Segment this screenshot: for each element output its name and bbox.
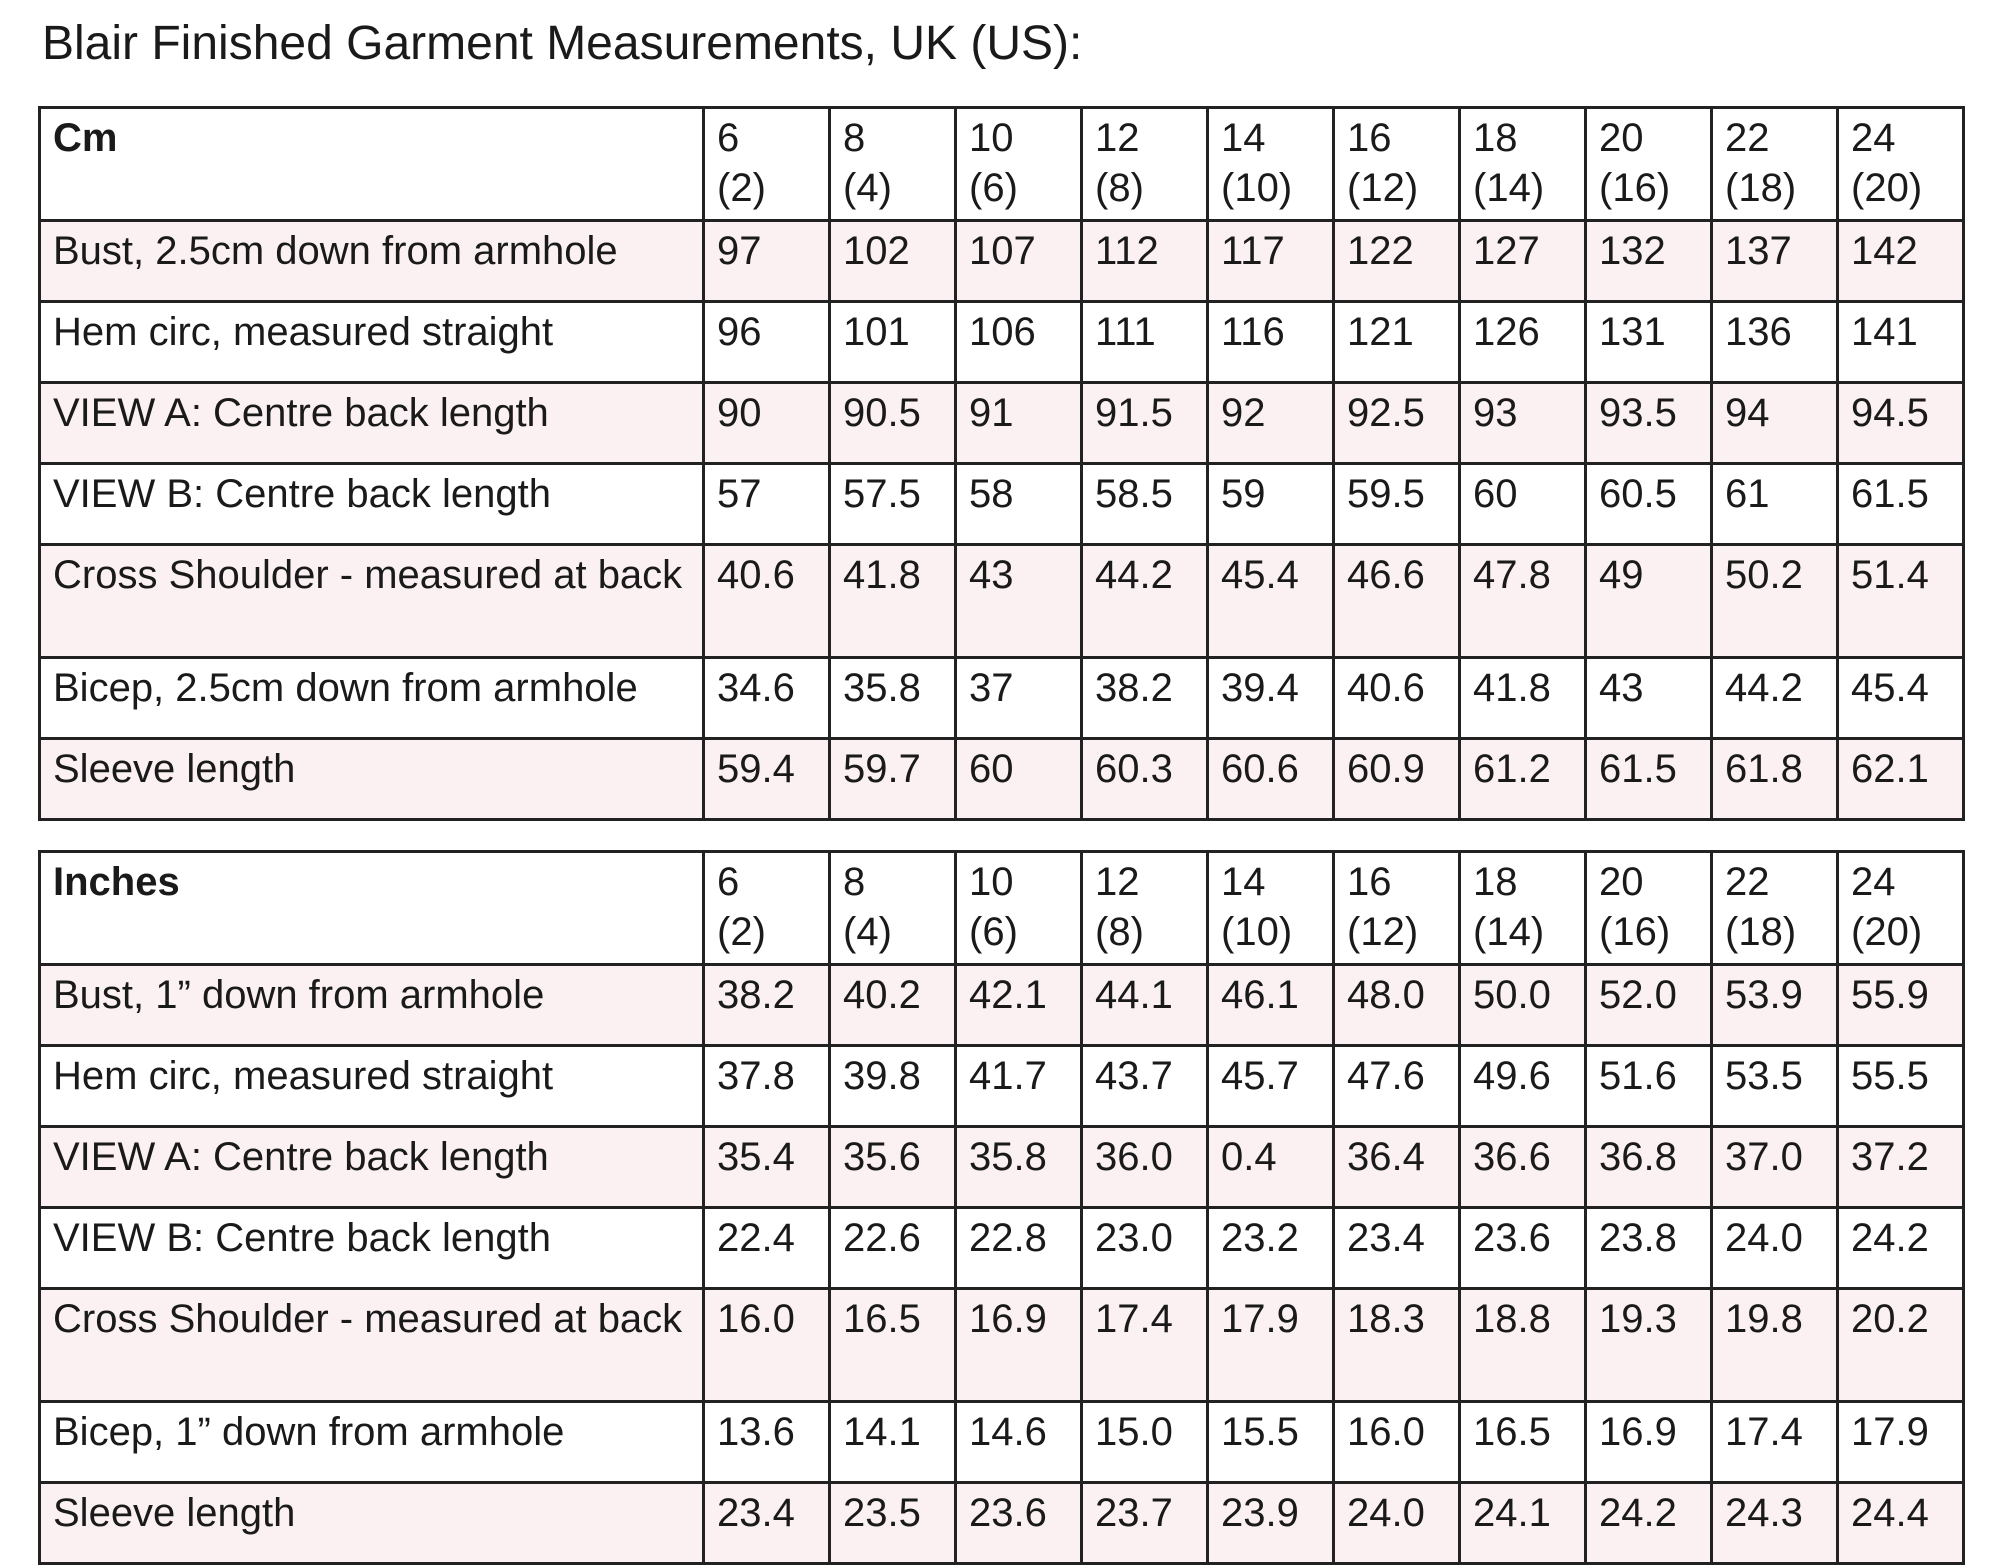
size-header-cell xyxy=(1082,852,1208,965)
table-row xyxy=(40,658,1964,739)
measurement-label: Cross Shoulder - measured at back xyxy=(40,545,704,658)
measurement-value: 60.9 xyxy=(1334,739,1460,820)
measurement-value: 111 xyxy=(1082,302,1208,383)
measurement-value: 94.5 xyxy=(1838,383,1964,464)
measurement-value: 44.1 xyxy=(1082,965,1208,1046)
measurement-value: 36.6 xyxy=(1460,1127,1586,1208)
us-size: (4) xyxy=(843,910,892,954)
measurement-value: 22.8 xyxy=(956,1208,1082,1289)
table-row xyxy=(40,1208,1964,1289)
measurement-value: 17.4 xyxy=(1082,1289,1208,1402)
us-size: (8) xyxy=(1095,166,1144,210)
uk-size: 22 xyxy=(1725,860,1770,904)
measurement-value: 55.5 xyxy=(1838,1046,1964,1127)
measurement-value: 23.7 xyxy=(1082,1483,1208,1564)
measurement-value: 23.9 xyxy=(1208,1483,1334,1564)
measurement-value: 142 xyxy=(1838,221,1964,302)
measurement-value: 42.1 xyxy=(956,965,1082,1046)
measurement-value: 46.6 xyxy=(1334,545,1460,658)
us-size: (16) xyxy=(1599,166,1671,210)
table-row xyxy=(40,464,1964,545)
measurement-value: 34.6 xyxy=(704,658,830,739)
header-row xyxy=(40,852,1964,965)
measurement-value: 23.4 xyxy=(704,1483,830,1564)
measurement-value: 15.0 xyxy=(1082,1402,1208,1483)
measurement-value: 61 xyxy=(1712,464,1838,545)
size-header-cell xyxy=(1838,852,1964,965)
measurement-value: 16.0 xyxy=(1334,1402,1460,1483)
uk-size: 8 xyxy=(843,116,866,160)
size-header-cell xyxy=(956,108,1082,221)
measurement-value: 39.4 xyxy=(1208,658,1334,739)
measurement-value: 41.8 xyxy=(830,545,956,658)
us-size: (12) xyxy=(1347,166,1419,210)
measurement-value: 91.5 xyxy=(1082,383,1208,464)
measurement-value: 41.7 xyxy=(956,1046,1082,1127)
us-size: (4) xyxy=(843,166,892,210)
us-size: (12) xyxy=(1347,910,1419,954)
measurement-value: 122 xyxy=(1334,221,1460,302)
unit-label: Cm xyxy=(40,108,704,221)
uk-size: 18 xyxy=(1473,116,1518,160)
table-row xyxy=(40,383,1964,464)
measurement-value: 126 xyxy=(1460,302,1586,383)
table-row xyxy=(40,302,1964,383)
size-header-cell xyxy=(830,852,956,965)
measurement-label: Bust, 2.5cm down from armhole xyxy=(40,221,704,302)
measurement-value: 24.3 xyxy=(1712,1483,1838,1564)
table-row xyxy=(40,1127,1964,1208)
us-size: (18) xyxy=(1725,910,1797,954)
measurement-value: 136 xyxy=(1712,302,1838,383)
us-size: (2) xyxy=(717,166,766,210)
measurement-value: 48.0 xyxy=(1334,965,1460,1046)
measurement-value: 127 xyxy=(1460,221,1586,302)
size-header-cell xyxy=(704,852,830,965)
measurement-value: 107 xyxy=(956,221,1082,302)
measurement-value: 17.9 xyxy=(1838,1402,1964,1483)
uk-size: 18 xyxy=(1473,860,1518,904)
size-header-cell xyxy=(1334,852,1460,965)
uk-size: 24 xyxy=(1851,116,1896,160)
measurement-value: 58 xyxy=(956,464,1082,545)
size-header-cell xyxy=(1460,108,1586,221)
measurement-value: 37.2 xyxy=(1838,1127,1964,1208)
size-header-cell xyxy=(1838,108,1964,221)
measurement-value: 43 xyxy=(956,545,1082,658)
measurement-value: 62.1 xyxy=(1838,739,1964,820)
measurement-value: 90 xyxy=(704,383,830,464)
measurement-value: 39.8 xyxy=(830,1046,956,1127)
uk-size: 20 xyxy=(1599,116,1644,160)
measurement-value: 35.4 xyxy=(704,1127,830,1208)
uk-size: 10 xyxy=(969,860,1014,904)
measurement-value: 90.5 xyxy=(830,383,956,464)
measurement-value: 37.0 xyxy=(1712,1127,1838,1208)
size-header-cell xyxy=(1586,108,1712,221)
measurement-value: 35.8 xyxy=(956,1127,1082,1208)
measurement-value: 13.6 xyxy=(704,1402,830,1483)
measurement-value: 16.9 xyxy=(956,1289,1082,1402)
measurement-value: 92 xyxy=(1208,383,1334,464)
measurement-value: 18.3 xyxy=(1334,1289,1460,1402)
table-row xyxy=(40,545,1964,658)
measurement-value: 45.4 xyxy=(1838,658,1964,739)
measurement-value: 43.7 xyxy=(1082,1046,1208,1127)
measurement-value: 38.2 xyxy=(1082,658,1208,739)
measurement-value: 59.4 xyxy=(704,739,830,820)
table-row xyxy=(40,1402,1964,1483)
measurement-value: 96 xyxy=(704,302,830,383)
measurement-value: 36.8 xyxy=(1586,1127,1712,1208)
uk-size: 12 xyxy=(1095,116,1140,160)
measurement-value: 16.9 xyxy=(1586,1402,1712,1483)
measurement-value: 57 xyxy=(704,464,830,545)
measurement-value: 59.5 xyxy=(1334,464,1460,545)
measurement-value: 22.4 xyxy=(704,1208,830,1289)
us-size: (8) xyxy=(1095,910,1144,954)
measurement-value: 60 xyxy=(956,739,1082,820)
measurement-label: Bust, 1” down from armhole xyxy=(40,965,704,1046)
measurement-value: 132 xyxy=(1586,221,1712,302)
table-row xyxy=(40,1289,1964,1402)
measurement-value: 19.3 xyxy=(1586,1289,1712,1402)
measurement-value: 41.8 xyxy=(1460,658,1586,739)
unit-label: Inches xyxy=(40,852,704,965)
measurement-value: 16.5 xyxy=(1460,1402,1586,1483)
measurement-value: 17.4 xyxy=(1712,1402,1838,1483)
measurement-value: 52.0 xyxy=(1586,965,1712,1046)
measurement-value: 92.5 xyxy=(1334,383,1460,464)
measurement-value: 58.5 xyxy=(1082,464,1208,545)
measurement-value: 40.6 xyxy=(704,545,830,658)
uk-size: 6 xyxy=(717,116,740,160)
table-row xyxy=(40,965,1964,1046)
measurement-label: VIEW A: Centre back length xyxy=(40,1127,704,1208)
measurement-value: 0.4 xyxy=(1208,1127,1334,1208)
size-header-cell xyxy=(830,108,956,221)
us-size: (6) xyxy=(969,910,1018,954)
measurement-label: VIEW B: Centre back length xyxy=(40,464,704,545)
measurement-label: Bicep, 2.5cm down from armhole xyxy=(40,658,704,739)
measurement-value: 106 xyxy=(956,302,1082,383)
measurement-label: Cross Shoulder - measured at back xyxy=(40,1289,704,1402)
measurement-value: 19.8 xyxy=(1712,1289,1838,1402)
measurement-value: 24.0 xyxy=(1712,1208,1838,1289)
measurement-value: 61.2 xyxy=(1460,739,1586,820)
measurement-value: 59.7 xyxy=(830,739,956,820)
measurement-value: 57.5 xyxy=(830,464,956,545)
measurement-label: VIEW A: Centre back length xyxy=(40,383,704,464)
measurement-value: 93.5 xyxy=(1586,383,1712,464)
measurement-value: 45.4 xyxy=(1208,545,1334,658)
measurement-value: 44.2 xyxy=(1082,545,1208,658)
measurement-value: 91 xyxy=(956,383,1082,464)
measurement-value: 60 xyxy=(1460,464,1586,545)
uk-size: 16 xyxy=(1347,860,1392,904)
measurement-value: 50.2 xyxy=(1712,545,1838,658)
measurement-value: 121 xyxy=(1334,302,1460,383)
uk-size: 10 xyxy=(969,116,1014,160)
measurement-value: 49 xyxy=(1586,545,1712,658)
measurement-value: 137 xyxy=(1712,221,1838,302)
size-header-cell xyxy=(1082,108,1208,221)
uk-size: 22 xyxy=(1725,116,1770,160)
measurement-value: 47.6 xyxy=(1334,1046,1460,1127)
measurement-value: 35.8 xyxy=(830,658,956,739)
cm-measurements-table xyxy=(38,106,1965,821)
uk-size: 12 xyxy=(1095,860,1140,904)
measurement-label: Hem circ, measured straight xyxy=(40,302,704,383)
measurement-value: 14.6 xyxy=(956,1402,1082,1483)
measurement-value: 24.4 xyxy=(1838,1483,1964,1564)
measurement-value: 141 xyxy=(1838,302,1964,383)
us-size: (14) xyxy=(1473,910,1545,954)
measurement-value: 97 xyxy=(704,221,830,302)
size-header-cell xyxy=(1334,108,1460,221)
size-header-cell xyxy=(1712,852,1838,965)
inches-measurements-table xyxy=(38,850,1965,1565)
table-row xyxy=(40,1046,1964,1127)
uk-size: 24 xyxy=(1851,860,1896,904)
measurement-label: Bicep, 1” down from armhole xyxy=(40,1402,704,1483)
us-size: (6) xyxy=(969,166,1018,210)
measurement-value: 23.4 xyxy=(1334,1208,1460,1289)
size-header-cell xyxy=(1208,852,1334,965)
measurement-value: 24.1 xyxy=(1460,1483,1586,1564)
measurement-value: 15.5 xyxy=(1208,1402,1334,1483)
measurement-value: 17.9 xyxy=(1208,1289,1334,1402)
measurement-value: 20.2 xyxy=(1838,1289,1964,1402)
measurement-value: 61.8 xyxy=(1712,739,1838,820)
measurement-label: VIEW B: Centre back length xyxy=(40,1208,704,1289)
measurement-value: 40.6 xyxy=(1334,658,1460,739)
measurement-value: 46.1 xyxy=(1208,965,1334,1046)
uk-size: 14 xyxy=(1221,860,1266,904)
measurement-value: 59 xyxy=(1208,464,1334,545)
us-size: (20) xyxy=(1851,910,1923,954)
measurement-value: 16.0 xyxy=(704,1289,830,1402)
us-size: (20) xyxy=(1851,166,1923,210)
us-size: (18) xyxy=(1725,166,1797,210)
us-size: (14) xyxy=(1473,166,1545,210)
measurement-value: 35.6 xyxy=(830,1127,956,1208)
measurement-value: 116 xyxy=(1208,302,1334,383)
measurement-value: 16.5 xyxy=(830,1289,956,1402)
us-size: (10) xyxy=(1221,910,1293,954)
measurement-value: 44.2 xyxy=(1712,658,1838,739)
measurement-value: 24.2 xyxy=(1838,1208,1964,1289)
measurement-value: 36.4 xyxy=(1334,1127,1460,1208)
measurement-value: 23.6 xyxy=(956,1483,1082,1564)
measurement-value: 49.6 xyxy=(1460,1046,1586,1127)
measurement-value: 61.5 xyxy=(1838,464,1964,545)
measurement-value: 51.4 xyxy=(1838,545,1964,658)
measurement-value: 14.1 xyxy=(830,1402,956,1483)
measurement-value: 37.8 xyxy=(704,1046,830,1127)
measurement-value: 23.8 xyxy=(1586,1208,1712,1289)
measurement-value: 18.8 xyxy=(1460,1289,1586,1402)
uk-size: 20 xyxy=(1599,860,1644,904)
measurement-value: 23.2 xyxy=(1208,1208,1334,1289)
measurement-value: 55.9 xyxy=(1838,965,1964,1046)
measurement-value: 117 xyxy=(1208,221,1334,302)
size-header-cell xyxy=(1208,108,1334,221)
uk-size: 6 xyxy=(717,860,740,904)
uk-size: 8 xyxy=(843,860,866,904)
page-title: Blair Finished Garment Measurements, UK (US): xyxy=(42,17,1083,70)
measurement-value: 45.7 xyxy=(1208,1046,1334,1127)
uk-size: 16 xyxy=(1347,116,1392,160)
measurement-value: 24.0 xyxy=(1334,1483,1460,1564)
size-header-cell xyxy=(1712,108,1838,221)
measurement-label: Hem circ, measured straight xyxy=(40,1046,704,1127)
measurement-label: Sleeve length xyxy=(40,1483,704,1564)
measurement-value: 24.2 xyxy=(1586,1483,1712,1564)
measurement-value: 94 xyxy=(1712,383,1838,464)
measurement-value: 53.5 xyxy=(1712,1046,1838,1127)
measurement-value: 43 xyxy=(1586,658,1712,739)
table-row xyxy=(40,221,1964,302)
measurement-value: 53.9 xyxy=(1712,965,1838,1046)
measurement-value: 60.6 xyxy=(1208,739,1334,820)
measurement-value: 40.2 xyxy=(830,965,956,1046)
size-header-cell xyxy=(956,852,1082,965)
measurement-value: 23.6 xyxy=(1460,1208,1586,1289)
measurement-value: 101 xyxy=(830,302,956,383)
measurement-value: 61.5 xyxy=(1586,739,1712,820)
uk-size: 14 xyxy=(1221,116,1266,160)
size-header-cell xyxy=(1460,852,1586,965)
measurement-value: 93 xyxy=(1460,383,1586,464)
header-row xyxy=(40,108,1964,221)
measurement-value: 60.3 xyxy=(1082,739,1208,820)
measurement-value: 60.5 xyxy=(1586,464,1712,545)
measurement-value: 47.8 xyxy=(1460,545,1586,658)
measurement-value: 23.5 xyxy=(830,1483,956,1564)
measurement-value: 37 xyxy=(956,658,1082,739)
measurement-label: Sleeve length xyxy=(40,739,704,820)
measurement-value: 102 xyxy=(830,221,956,302)
us-size: (2) xyxy=(717,910,766,954)
measurement-value: 112 xyxy=(1082,221,1208,302)
table-row xyxy=(40,739,1964,820)
us-size: (10) xyxy=(1221,166,1293,210)
measurement-value: 50.0 xyxy=(1460,965,1586,1046)
us-size: (16) xyxy=(1599,910,1671,954)
size-header-cell xyxy=(704,108,830,221)
measurement-value: 22.6 xyxy=(830,1208,956,1289)
measurement-value: 51.6 xyxy=(1586,1046,1712,1127)
measurement-value: 23.0 xyxy=(1082,1208,1208,1289)
measurement-value: 38.2 xyxy=(704,965,830,1046)
measurement-value: 131 xyxy=(1586,302,1712,383)
size-header-cell xyxy=(1586,852,1712,965)
measurement-value: 36.0 xyxy=(1082,1127,1208,1208)
table-row xyxy=(40,1483,1964,1564)
